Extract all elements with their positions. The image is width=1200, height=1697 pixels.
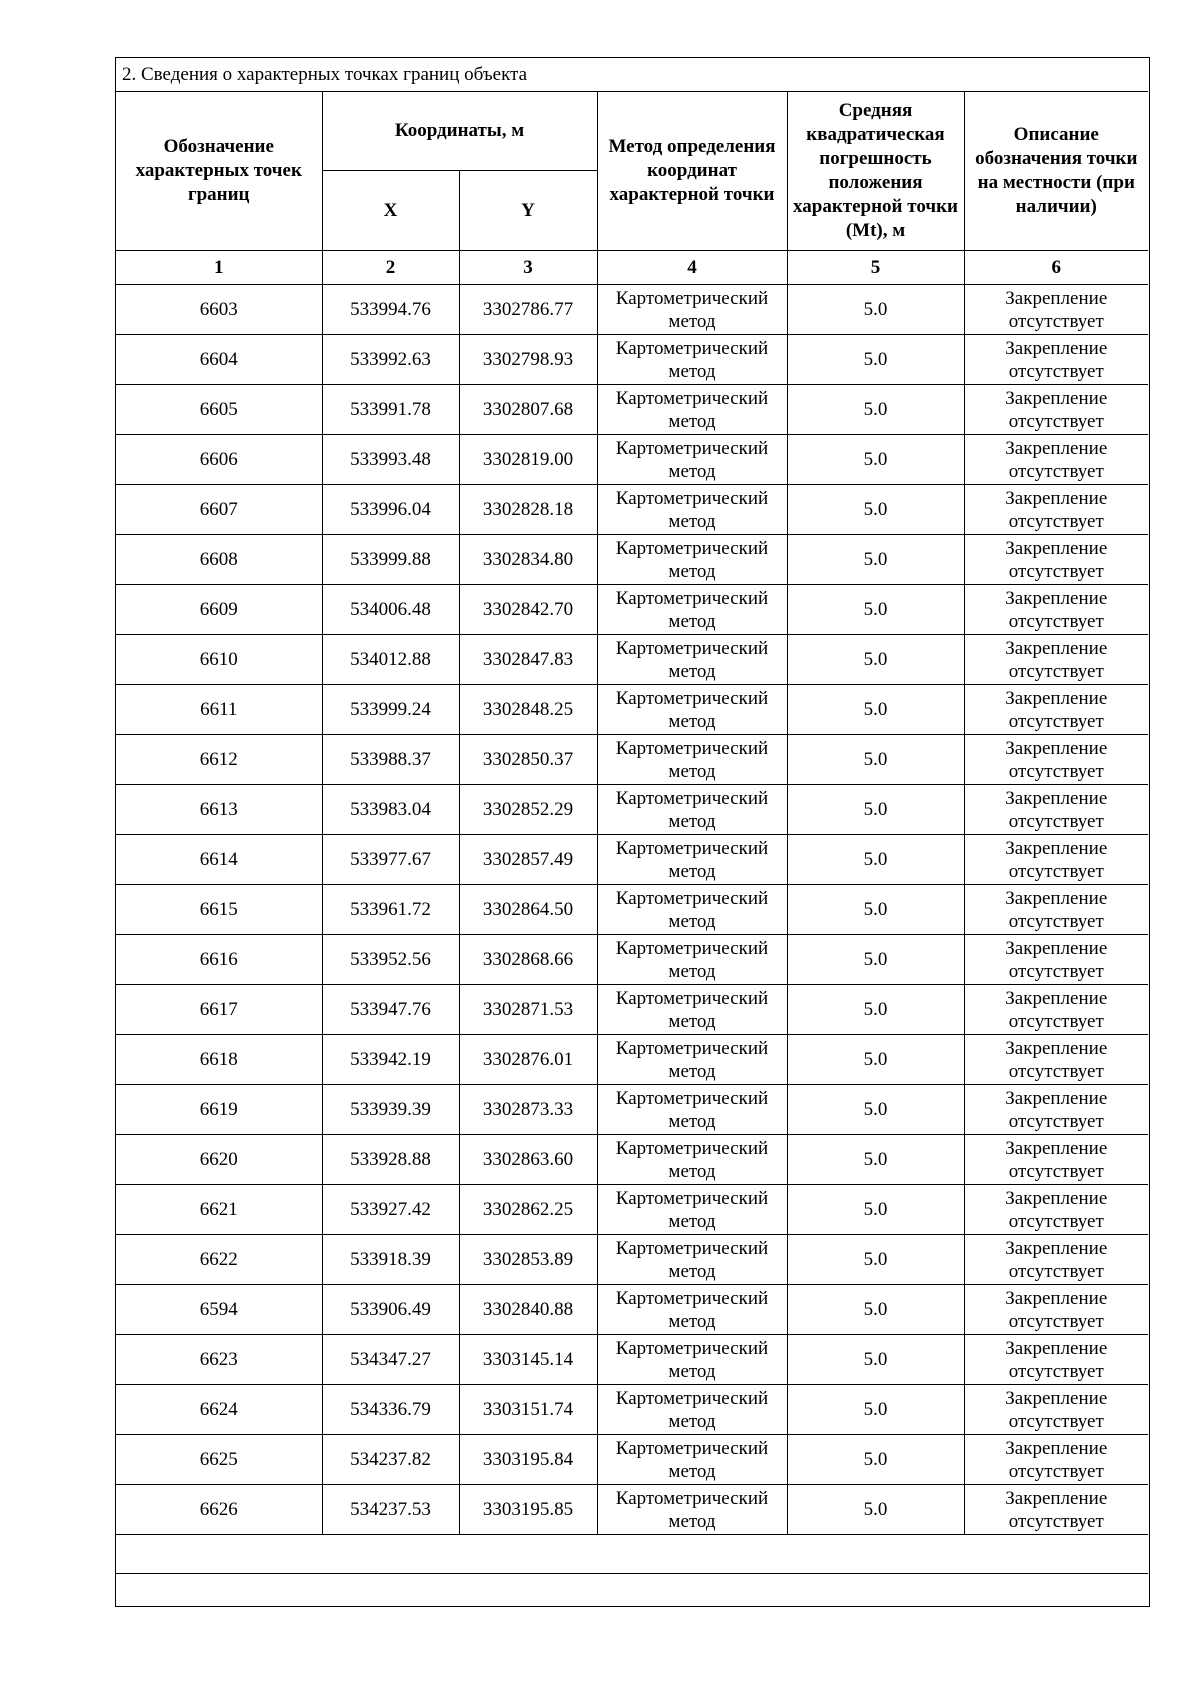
method: Картометрический метод: [597, 1435, 787, 1485]
header-x: X: [322, 171, 459, 251]
point-id: 6623: [116, 1335, 322, 1385]
y-coordinate: 3302828.18: [459, 485, 597, 535]
method: Картометрический метод: [597, 585, 787, 635]
y-coordinate: 3302853.89: [459, 1235, 597, 1285]
y-coordinate: 3302876.01: [459, 1035, 597, 1085]
table-row: [116, 1435, 1148, 1485]
point-id: 6607: [116, 485, 322, 535]
method: Картометрический метод: [597, 935, 787, 985]
position-error: 5.0: [787, 1285, 964, 1335]
blank-row: [116, 1535, 1148, 1574]
y-coordinate: 3302863.60: [459, 1135, 597, 1185]
x-coordinate: 534237.82: [322, 1435, 459, 1485]
point-description: Закрепление отсутствует: [964, 635, 1148, 685]
position-error: 5.0: [787, 885, 964, 935]
x-coordinate: 533999.88: [322, 535, 459, 585]
point-description: Закрепление отсутствует: [964, 1335, 1148, 1385]
table-row: [116, 935, 1148, 985]
point-id: 6608: [116, 535, 322, 585]
y-coordinate: 3303195.84: [459, 1435, 597, 1485]
column-number: 3: [459, 251, 597, 285]
point-id: 6616: [116, 935, 322, 985]
header-y: Y: [459, 171, 597, 251]
table-row: [116, 1035, 1148, 1085]
method: Картометрический метод: [597, 1485, 787, 1535]
method: Картометрический метод: [597, 435, 787, 485]
method: Картометрический метод: [597, 1285, 787, 1335]
position-error: 5.0: [787, 635, 964, 685]
x-coordinate: 533928.88: [322, 1135, 459, 1185]
method: Картометрический метод: [597, 885, 787, 935]
method: Картометрический метод: [597, 1185, 787, 1235]
position-error: 5.0: [787, 685, 964, 735]
x-coordinate: 533939.39: [322, 1085, 459, 1135]
position-error: 5.0: [787, 735, 964, 785]
point-description: Закрепление отсутствует: [964, 1035, 1148, 1085]
table-row: [116, 1285, 1148, 1335]
y-coordinate: 3302819.00: [459, 435, 597, 485]
y-coordinate: 3303195.85: [459, 1485, 597, 1535]
x-coordinate: 533996.04: [322, 485, 459, 535]
y-coordinate: 3302840.88: [459, 1285, 597, 1335]
point-id: 6618: [116, 1035, 322, 1085]
position-error: 5.0: [787, 1485, 964, 1535]
x-coordinate: 533991.78: [322, 385, 459, 435]
table-row: [116, 1085, 1148, 1135]
x-coordinate: 533947.76: [322, 985, 459, 1035]
point-id: 6604: [116, 335, 322, 385]
point-description: Закрепление отсутствует: [964, 935, 1148, 985]
method: Картометрический метод: [597, 1335, 787, 1385]
y-coordinate: 3302868.66: [459, 935, 597, 985]
point-description: Закрепление отсутствует: [964, 485, 1148, 535]
method: Картометрический метод: [597, 1085, 787, 1135]
method: Картометрический метод: [597, 635, 787, 685]
position-error: 5.0: [787, 785, 964, 835]
x-coordinate: 533983.04: [322, 785, 459, 835]
method: Картометрический метод: [597, 1235, 787, 1285]
position-error: 5.0: [787, 1385, 964, 1435]
point-id: 6615: [116, 885, 322, 935]
method: Картометрический метод: [597, 285, 787, 335]
point-id: 6625: [116, 1435, 322, 1485]
table-row: [116, 685, 1148, 735]
header-point: Обозначение характерных точек границ: [116, 92, 322, 251]
method: Картометрический метод: [597, 1385, 787, 1435]
x-coordinate: 533993.48: [322, 435, 459, 485]
table-row: [116, 835, 1148, 885]
method: Картометрический метод: [597, 735, 787, 785]
method: Картометрический метод: [597, 385, 787, 435]
table-row: [116, 1185, 1148, 1235]
x-coordinate: 534347.27: [322, 1335, 459, 1385]
method: Картометрический метод: [597, 785, 787, 835]
point-description: Закрепление отсутствует: [964, 1435, 1148, 1485]
point-description: Закрепление отсутствует: [964, 885, 1148, 935]
point-description: Закрепление отсутствует: [964, 685, 1148, 735]
point-description: Закрепление отсутствует: [964, 1485, 1148, 1535]
y-coordinate: 3302798.93: [459, 335, 597, 385]
column-number: 4: [597, 251, 787, 285]
point-description: Закрепление отсутствует: [964, 1235, 1148, 1285]
column-number: 6: [964, 251, 1148, 285]
point-id: 6620: [116, 1135, 322, 1185]
table-row: [116, 635, 1148, 685]
position-error: 5.0: [787, 585, 964, 635]
table-row: [116, 485, 1148, 535]
y-coordinate: 3302850.37: [459, 735, 597, 785]
point-id: 6611: [116, 685, 322, 735]
table-row: [116, 1385, 1148, 1435]
position-error: 5.0: [787, 935, 964, 985]
table-row: [116, 985, 1148, 1035]
point-id: 6614: [116, 835, 322, 885]
y-coordinate: 3302871.53: [459, 985, 597, 1035]
point-id: 6612: [116, 735, 322, 785]
point-description: Закрепление отсутствует: [964, 435, 1148, 485]
column-number: 1: [116, 251, 322, 285]
table-row: [116, 1335, 1148, 1385]
x-coordinate: 533927.42: [322, 1185, 459, 1235]
blank-cell: [116, 1535, 1148, 1574]
table-row: [116, 385, 1148, 435]
y-coordinate: 3303151.74: [459, 1385, 597, 1435]
point-description: Закрепление отсутствует: [964, 1135, 1148, 1185]
y-coordinate: 3302847.83: [459, 635, 597, 685]
point-id: 6619: [116, 1085, 322, 1135]
table-row: [116, 885, 1148, 935]
table-row: [116, 585, 1148, 635]
y-coordinate: 3302862.25: [459, 1185, 597, 1235]
x-coordinate: 534006.48: [322, 585, 459, 635]
point-description: Закрепление отсутствует: [964, 285, 1148, 335]
method: Картометрический метод: [597, 835, 787, 885]
point-id: 6594: [116, 1285, 322, 1335]
x-coordinate: 533952.56: [322, 935, 459, 985]
header-error: Средняя квадратическая погрешность положения характерной точки (Mt), м: [787, 92, 964, 251]
table-row: [116, 785, 1148, 835]
header-coordinates: Координаты, м: [322, 92, 597, 171]
point-id: 6617: [116, 985, 322, 1035]
point-description: Закрепление отсутствует: [964, 585, 1148, 635]
table-row: [116, 1235, 1148, 1285]
section-title: 2. Сведения о характерных точках границ объекта: [116, 58, 1148, 92]
y-coordinate: 3303145.14: [459, 1335, 597, 1385]
method: Картометрический метод: [597, 685, 787, 735]
position-error: 5.0: [787, 835, 964, 885]
x-coordinate: 533988.37: [322, 735, 459, 785]
header-method: Метод определения координат характерной точки: [597, 92, 787, 251]
point-id: 6613: [116, 785, 322, 835]
point-id: 6605: [116, 385, 322, 435]
x-coordinate: 534237.53: [322, 1485, 459, 1535]
x-coordinate: 533994.76: [322, 285, 459, 335]
position-error: 5.0: [787, 1085, 964, 1135]
table-row: [116, 735, 1148, 785]
point-description: Закрепление отсутствует: [964, 785, 1148, 835]
point-description: Закрепление отсутствует: [964, 1285, 1148, 1335]
x-coordinate: 534012.88: [322, 635, 459, 685]
document-sheet: [115, 57, 1150, 1607]
point-description: Закрепление отсутствует: [964, 1185, 1148, 1235]
table-row: [116, 535, 1148, 585]
method: Картометрический метод: [597, 1135, 787, 1185]
method: Картометрический метод: [597, 335, 787, 385]
table-row: [116, 285, 1148, 335]
method: Картометрический метод: [597, 985, 787, 1035]
y-coordinate: 3302873.33: [459, 1085, 597, 1135]
y-coordinate: 3302807.68: [459, 385, 597, 435]
method: Картометрический метод: [597, 1035, 787, 1085]
x-coordinate: 533999.24: [322, 685, 459, 735]
point-id: 6622: [116, 1235, 322, 1285]
position-error: 5.0: [787, 1235, 964, 1285]
point-description: Закрепление отсутствует: [964, 1085, 1148, 1135]
position-error: 5.0: [787, 1335, 964, 1385]
position-error: 5.0: [787, 535, 964, 585]
position-error: 5.0: [787, 1185, 964, 1235]
x-coordinate: 534336.79: [322, 1385, 459, 1435]
position-error: 5.0: [787, 1035, 964, 1085]
y-coordinate: 3302857.49: [459, 835, 597, 885]
x-coordinate: 533918.39: [322, 1235, 459, 1285]
y-coordinate: 3302864.50: [459, 885, 597, 935]
position-error: 5.0: [787, 335, 964, 385]
header-description: Описание обозначения точки на местности (при наличии): [964, 92, 1148, 251]
point-id: 6624: [116, 1385, 322, 1435]
point-id: 6626: [116, 1485, 322, 1535]
table-row: [116, 1135, 1148, 1185]
x-coordinate: 533992.63: [322, 335, 459, 385]
point-description: Закрепление отсутствует: [964, 535, 1148, 585]
x-coordinate: 533977.67: [322, 835, 459, 885]
column-number: 2: [322, 251, 459, 285]
point-description: Закрепление отсутствует: [964, 985, 1148, 1035]
point-id: 6603: [116, 285, 322, 335]
point-description: Закрепление отсутствует: [964, 335, 1148, 385]
table-row: [116, 1485, 1148, 1535]
boundary-points-table: [116, 58, 1148, 1574]
position-error: 5.0: [787, 285, 964, 335]
point-description: Закрепление отсутствует: [964, 735, 1148, 785]
x-coordinate: 533942.19: [322, 1035, 459, 1085]
point-id: 6621: [116, 1185, 322, 1235]
y-coordinate: 3302842.70: [459, 585, 597, 635]
position-error: 5.0: [787, 385, 964, 435]
y-coordinate: 3302848.25: [459, 685, 597, 735]
position-error: 5.0: [787, 485, 964, 535]
y-coordinate: 3302786.77: [459, 285, 597, 335]
point-id: 6610: [116, 635, 322, 685]
y-coordinate: 3302852.29: [459, 785, 597, 835]
point-description: Закрепление отсутствует: [964, 1385, 1148, 1435]
method: Картометрический метод: [597, 485, 787, 535]
table-body: [116, 285, 1148, 1574]
position-error: 5.0: [787, 435, 964, 485]
point-id: 6609: [116, 585, 322, 635]
table-row: [116, 435, 1148, 485]
position-error: 5.0: [787, 1135, 964, 1185]
table-row: [116, 335, 1148, 385]
x-coordinate: 533961.72: [322, 885, 459, 935]
x-coordinate: 533906.49: [322, 1285, 459, 1335]
point-description: Закрепление отсутствует: [964, 385, 1148, 435]
position-error: 5.0: [787, 985, 964, 1035]
point-description: Закрепление отсутствует: [964, 835, 1148, 885]
position-error: 5.0: [787, 1435, 964, 1485]
y-coordinate: 3302834.80: [459, 535, 597, 585]
column-number: 5: [787, 251, 964, 285]
point-id: 6606: [116, 435, 322, 485]
method: Картометрический метод: [597, 535, 787, 585]
